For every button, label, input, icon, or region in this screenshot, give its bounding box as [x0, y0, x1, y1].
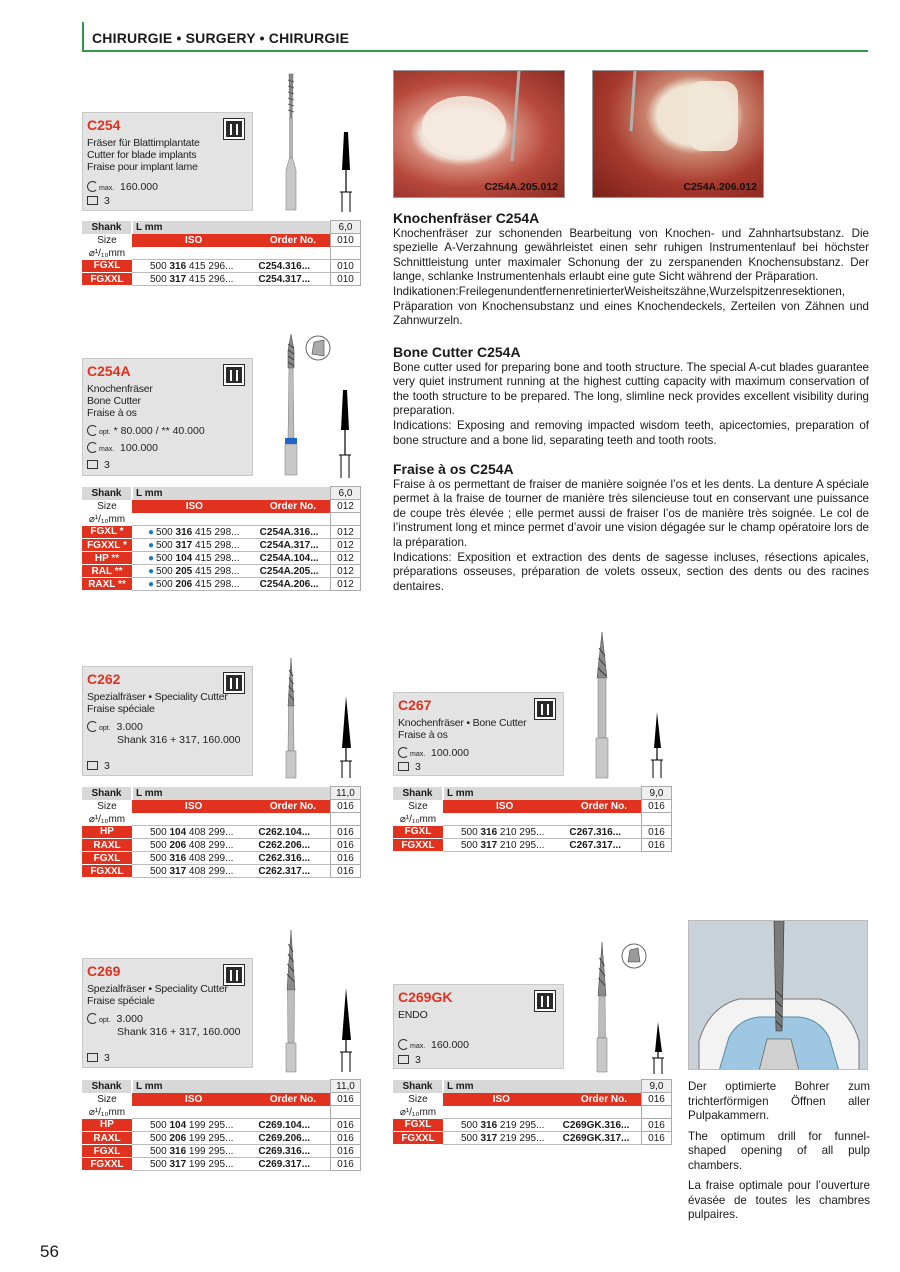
- spec-table-c269gk: Shank L mm 9,0 Size ISO Order No. 016 ⌀¹/₁₀mm FGXL 500 316 219 295... C269GK.316... 016 FGXXL 500 317 219 295... C269GK.317... 016: [393, 1079, 672, 1145]
- manufacturer-logo-icon: [535, 699, 555, 719]
- manufacturer-logo-icon: [224, 965, 244, 985]
- pack-info: 3: [398, 761, 421, 773]
- spec-table-c267: Shank L mm 9,0 Size ISO Order No. 016 ⌀¹/₁₀mm FGXL 500 316 210 295... C267.316... 016 FGXXL 500 317 210 295... C267.317... 016: [393, 786, 672, 852]
- product-card-c254a: [82, 358, 253, 476]
- table-row: FGXL 500 316 408 299... C262.316... 016: [82, 852, 361, 865]
- product-description: Spezialfräser • Speciality Cutter Fraise spéciale: [87, 691, 228, 715]
- heading-fr: Fraise à os C254A: [393, 461, 514, 477]
- package-icon: [398, 1055, 409, 1064]
- section-header: [82, 22, 868, 52]
- manufacturer-logo-icon: [224, 673, 244, 693]
- table-row: FGXL * ● 500 316 415 298... C254A.316... 012: [82, 526, 361, 539]
- pack-info: 3: [87, 760, 110, 772]
- table-row: RAXL ** ● 500 206 415 298... C254A.206... 012: [82, 578, 361, 591]
- spec-table-c269: Shank L mm 11,0 Size ISO Order No. 016 ⌀¹/₁₀mm HP 500 104 199 295... C269.104... 016 RAXL 500 206 199 295... C269.206... 016 FGXL 500 316 199 295... C269.316... 016 FGXXL 500 317 199 295... C269.317... 016: [82, 1079, 361, 1171]
- rotation-icon: [87, 181, 98, 192]
- bur-image-c269gk: [590, 938, 670, 1076]
- bur-image-c267: [590, 628, 670, 780]
- table-row: HP 500 104 408 299... C262.104... 016: [82, 826, 361, 839]
- product-description: Spezialfräser • Speciality Cutter Fraise spéciale: [87, 983, 228, 1007]
- table-row: FGXL 500 316 210 295... C267.316... 016: [393, 826, 672, 839]
- speed-info: opt. 3.000: [87, 721, 143, 735]
- table-row: FGXXL 500 317 408 299... C262.317... 016: [82, 865, 361, 878]
- bur-image-c269: [278, 928, 368, 1074]
- page-number: 56: [40, 1242, 59, 1261]
- description-fr: Fraise à os C254A Fraise à os permettant de fraiser de manière soignée l’os et les dents. La denture A spéciale permet à la fraise de tourner de manière très silencieuse tout en conservant une puissance de coupe très élevée ; elle permet aussi de fraiser l’os de manière très soignée. Le col de l’instrument long et mince permet d’avoir une vision dégagée sur le champ opératoire lors de la préparation. Indications: Exposition et extraction des dents de sagesse incluses, résections apicales, préparations osseuses, préparation de volets osseux, section des dents ou des racines dentaires.: [393, 461, 869, 593]
- bur-image-c254: [278, 70, 368, 215]
- product-card-c267: [393, 692, 564, 776]
- product-code: C254: [87, 117, 121, 133]
- rotation-icon: [87, 425, 98, 436]
- speed-info: opt. 3.000: [87, 1013, 143, 1027]
- clinical-photo-1: [393, 70, 565, 198]
- pack-info: 3: [87, 1052, 110, 1064]
- description-en: Bone Cutter C254A Bone cutter used for preparing bone and tooth structure. The special A-cut blades guarantee very quiet instrument running at the highest cutting capacity with maximum conservation of the tooth structure to be prepared. The long, slimline neck provides excellent visibility during preparation. Indications: Exposing and removing impacted wisdom teeth, apicectomies, preparation of bone structure and a bone lid, separating teeth and tooth roots.: [393, 344, 869, 447]
- rotation-icon: [87, 442, 98, 453]
- spec-table-c254a: Shank L mm 6,0 Size ISO Order No. 012 ⌀¹/₁₀mm FGXL * ● 500 316 415 298... C254A.316... 012 FGXXL * ● 500 317 415 298... C254A.317... 012 HP ** ● 500 104 415 298... C254A.104... 012 RAL ** ● 500 205 415 298... C254A.205... 012 RAXL ** ● 500 206 415 298... C254A.206... 012: [82, 486, 361, 591]
- product-description: Fräser für Blattimplantate Cutter for blade implants Fraise pour implant lame: [87, 137, 200, 173]
- speed-info-2: Shank 316 + 317, 160.000: [117, 734, 241, 746]
- rotation-icon: [87, 1013, 98, 1024]
- manufacturer-logo-icon: [224, 119, 244, 139]
- speed-info: max. 160.000: [87, 181, 158, 195]
- pack-info: 3: [87, 195, 110, 207]
- speed-info-2: Shank 316 + 317, 160.000: [117, 1026, 241, 1038]
- bur-image-c254a: [278, 330, 368, 480]
- rotation-icon: [398, 747, 409, 758]
- package-icon: [87, 1053, 98, 1062]
- table-row: FGXL 500 316 199 295... C269.316... 016: [82, 1145, 361, 1158]
- speed-info-opt: opt. * 80.000 / ** 40.000: [87, 425, 205, 439]
- description-de: Knochenfräser C254A Knochenfräser zur schonenden Bearbeitung von Knochen- und Zahnhartsubstanz. Die spezielle A-Verzahnung gewährleistet einen sehr ruhigen Instrumentenlauf bei höchster Schnittleistung unter maximaler Schonung der zu zerspanenden Knochensubstanz. Der lange, schlanke Instrumentenhals erlaubt eine gute Sicht während der Präparation. Indikationen:FreilegenundentfernenretinierterWeisheitszähne,Wurzelspitzenresektionen, Präparation von Knochensubstanz und eines Knochendeckels, Zerteilen von Zähnen und Zahnwurzeln.: [393, 210, 869, 328]
- product-card-c269gk: [393, 984, 564, 1069]
- manufacturer-logo-icon: [224, 365, 244, 385]
- product-code: C262: [87, 671, 121, 687]
- table-row: RAXL 500 206 199 295... C269.206... 016: [82, 1132, 361, 1145]
- product-card-c262: [82, 666, 253, 776]
- spec-table-c254: Shank L mm 6,0 Size ISO Order No. 010 ⌀¹/₁₀mm FGXL 500 316 415 296... C254.316... 010 FGXXL 500 317 415 296... C254.317... 010: [82, 220, 361, 286]
- endo-logo-icon: [535, 991, 555, 1011]
- package-icon: [87, 761, 98, 770]
- product-code: C269: [87, 963, 121, 979]
- speed-info: max. 160.000: [398, 1039, 469, 1053]
- package-icon: [87, 460, 98, 469]
- product-code: C269GK: [398, 989, 453, 1005]
- table-row: FGXL 500 316 219 295... C269GK.316... 016: [393, 1119, 672, 1132]
- section-title: CHIRURGIE • SURGERY • CHIRURGIE: [92, 30, 350, 46]
- photo-caption: C254A.205.012: [484, 181, 558, 193]
- table-row: FGXXL 500 317 415 296... C254.317... 010: [82, 273, 361, 286]
- product-description: ENDO: [398, 1009, 428, 1021]
- table-row: RAL ** ● 500 205 415 298... C254A.205... 012: [82, 565, 361, 578]
- endo-description: Der optimierte Bohrer zum trichterförmigen Öffnen aller Pulpakammern. The optimum drill for funnel-shaped opening of all pulp chambers. La fraise optimale pour l’ouverture évasée de toutes les chambres pulpaires.: [688, 1080, 870, 1221]
- product-card-c254: [82, 112, 253, 211]
- speed-info: max. 100.000: [398, 747, 469, 761]
- spec-table-c262: Shank L mm 11,0 Size ISO Order No. 016 ⌀¹/₁₀mm HP 500 104 408 299... C262.104... 016 RAXL 500 206 408 299... C262.206... 016 FGXL 500 316 408 299... C262.316... 016 FGXXL 500 317 408 299... C262.317... 016: [82, 786, 361, 878]
- table-row: FGXXL * ● 500 317 415 298... C254A.317... 012: [82, 539, 361, 552]
- package-icon: [87, 196, 98, 205]
- pack-info: 3: [398, 1054, 421, 1066]
- photo-caption: C254A.206.012: [683, 181, 757, 193]
- heading-de: Knochenfräser C254A: [393, 210, 540, 226]
- rotation-icon: [398, 1039, 409, 1050]
- product-description: Knochenfräser Bone Cutter Fraise à os: [87, 383, 153, 419]
- rotation-icon: [87, 721, 98, 732]
- heading-en: Bone Cutter C254A: [393, 344, 521, 360]
- table-row: HP 500 104 199 295... C269.104... 016: [82, 1119, 361, 1132]
- clinical-photo-2: [592, 70, 764, 198]
- table-row: FGXXL 500 317 210 295... C267.317... 016: [393, 839, 672, 852]
- pack-info: 3: [87, 459, 110, 471]
- table-row: RAXL 500 206 408 299... C262.206... 016: [82, 839, 361, 852]
- product-code: C267: [398, 697, 432, 713]
- speed-info-max: max. 100.000: [87, 442, 158, 456]
- product-code: C254A: [87, 363, 131, 379]
- product-card-c269: [82, 958, 253, 1068]
- tooth-illustration: [688, 920, 868, 1070]
- table-row: FGXXL 500 317 219 295... C269GK.317... 016: [393, 1132, 672, 1145]
- table-row: FGXL 500 316 415 296... C254.316... 010: [82, 260, 361, 273]
- table-row: HP ** ● 500 104 415 298... C254A.104... 012: [82, 552, 361, 565]
- product-description: Knochenfräser • Bone Cutter Fraise à os: [398, 717, 527, 741]
- table-row: FGXXL 500 317 199 295... C269.317... 016: [82, 1158, 361, 1171]
- bur-image-c262: [278, 656, 368, 780]
- package-icon: [398, 762, 409, 771]
